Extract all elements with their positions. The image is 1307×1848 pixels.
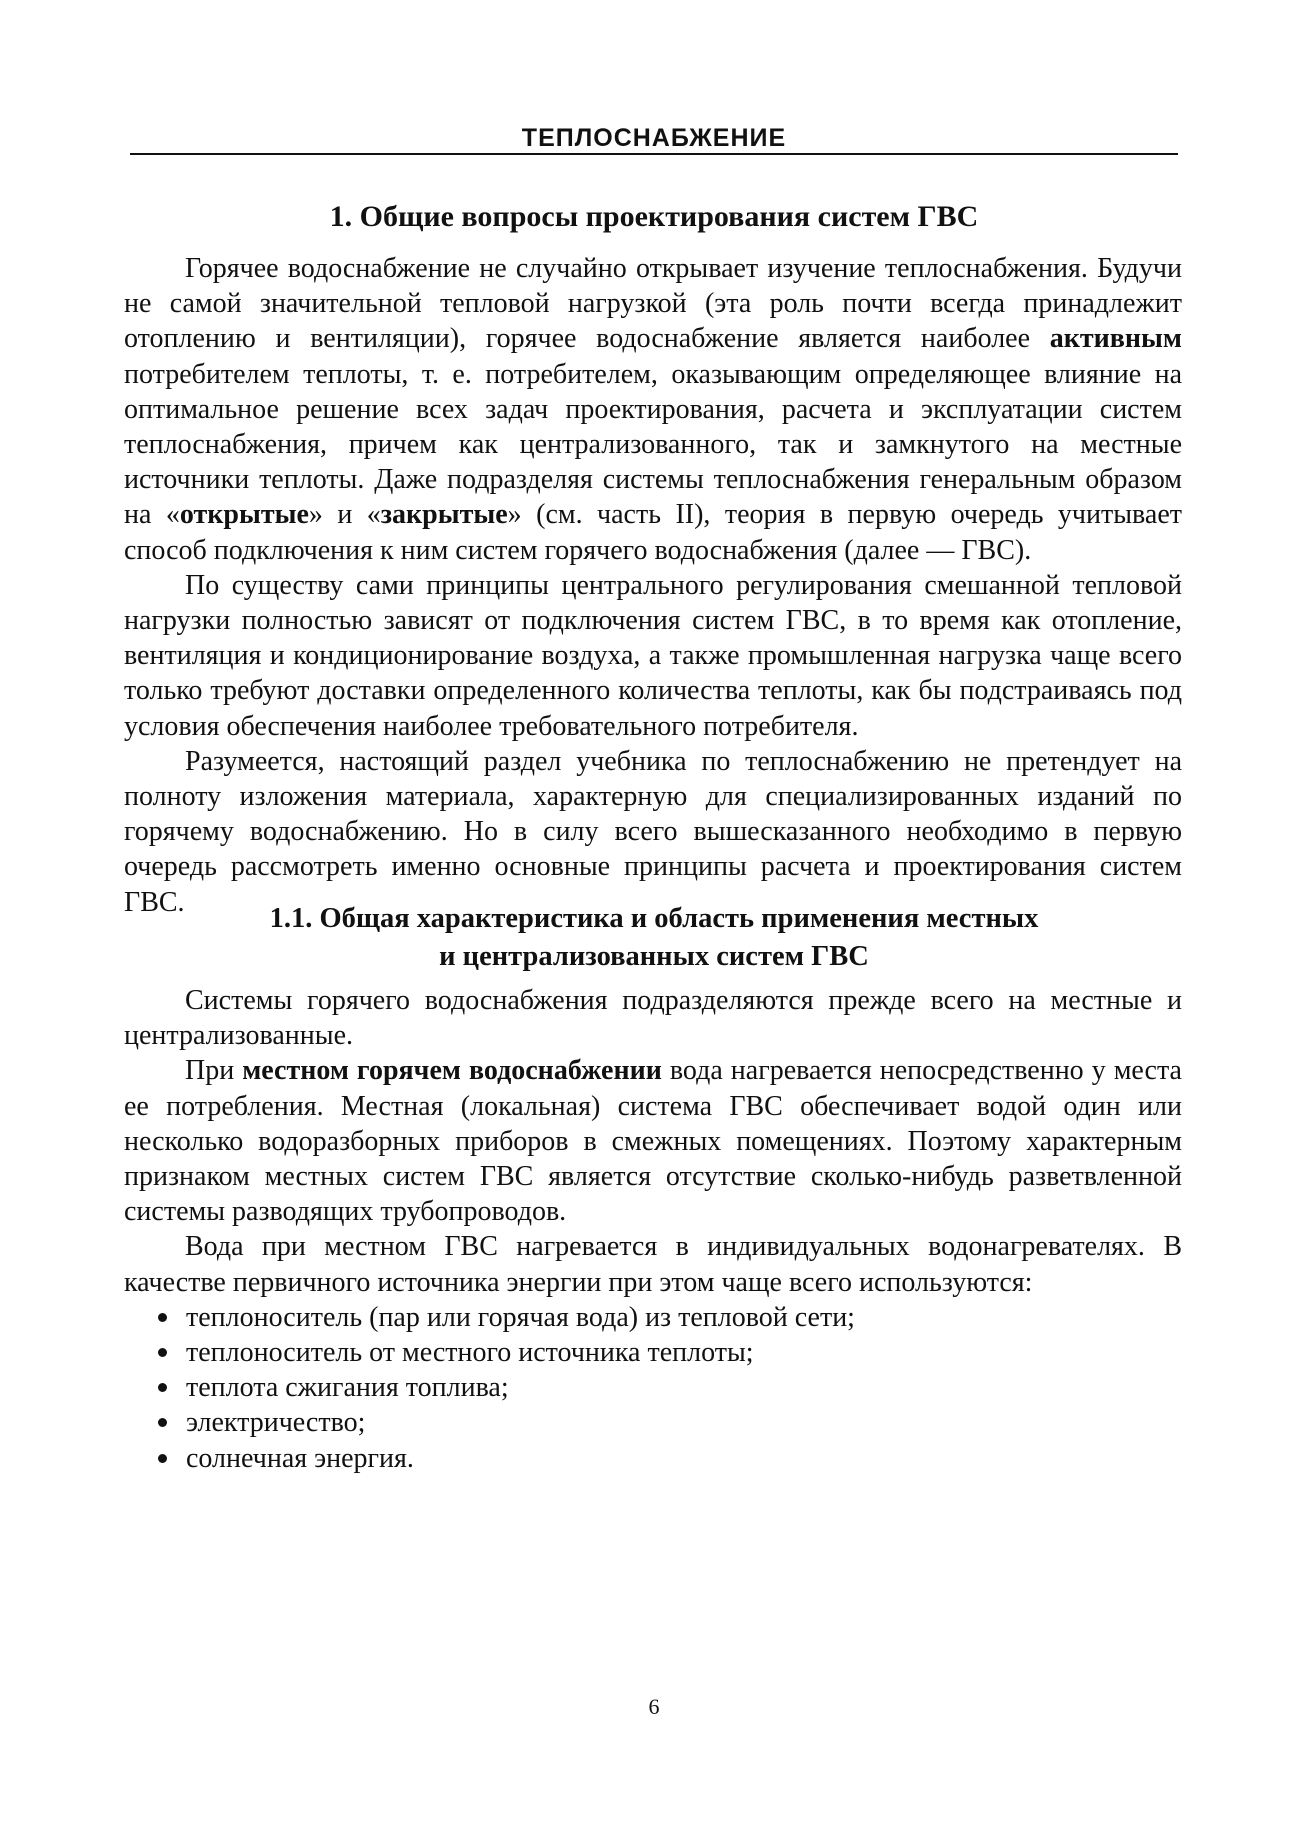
bullet-icon xyxy=(158,1348,167,1357)
header-rule xyxy=(130,153,1178,155)
bullet-icon xyxy=(158,1454,167,1463)
bold-term-open: открытые xyxy=(179,499,309,531)
section-paragraph-2: По существу сами принципы центрального регулирования смешанной тепловой нагрузки полностью зависят от подключения систем ГВС, в то время как отопление, вентиляция и кондиционирование воздуха, а также промышленная нагрузка чаще всего только требуют доставки определенного количества теплоты, как бы подстраиваясь под условия обеспечения наиболее требовательного потребителя. xyxy=(124,569,1182,742)
list-item-text: теплота сжигания топлива; xyxy=(186,1372,509,1404)
section-paragraph-1 xyxy=(124,251,1182,568)
subsection-paragraph-3: Вода при местном ГВС нагревается в индивидуальных водонагревателях. В качестве первичного источника энергии при этом чаще всего используются: xyxy=(124,1231,1182,1298)
text-run: Горячее водоснабжение не случайно открывает изучение теплоснабжения. Будучи не самой значительной тепловой нагрузкой (эта роль почти всегда принадлежит отоплению и вентиляции), горячее водоснабжение является наиболее xyxy=(124,253,1182,355)
list-item-text: электричество; xyxy=(186,1407,366,1439)
list-item xyxy=(124,1335,1182,1370)
bullet-icon xyxy=(158,1383,167,1392)
section-body xyxy=(124,251,1182,920)
subsection-title-line-1: 1.1. Общая характеристика и область применения местных xyxy=(269,903,1039,934)
list-item xyxy=(124,1300,1182,1335)
text-run: При xyxy=(185,1055,243,1087)
section-title: 1. Общие вопросы проектирования систем ГВС xyxy=(329,200,979,233)
list-item xyxy=(124,1441,1182,1476)
list-item xyxy=(124,1370,1182,1405)
page-number: 6 xyxy=(648,1694,660,1719)
text-run: » (см. часть II), теория в первую очередь учитывает способ подключения к ним систем горячего водоснабжения (далее — ГВС). xyxy=(124,499,1182,566)
subsection-title xyxy=(130,900,1178,976)
subsection-body xyxy=(124,983,1182,1476)
subsection-paragraph-1: Системы горячего водоснабжения подразделяются прежде всего на местные и централизованные. xyxy=(124,985,1182,1052)
bullet-icon xyxy=(158,1418,167,1427)
list-item-text: солнечная энергия. xyxy=(186,1442,414,1474)
running-header: ТЕПЛОСНАБЖЕНИЕ xyxy=(521,124,787,152)
bold-term-closed: закрытые xyxy=(380,499,508,531)
bullet-icon xyxy=(158,1313,167,1322)
bold-term-active: активным xyxy=(1049,323,1182,355)
list-item-text: теплоноситель от местного источника теплоты; xyxy=(186,1337,754,1369)
text-run: потребителем теплоты, т. е. потребителем, оказывающим определяющее влияние на оптимальное решение всех задач проектирования, расчета и эксплуатации систем теплоснабжения, причем как централизованного, так и замкнутого на местные источники теплоты. Даже подразделяя системы теплоснабжения генеральным образом на « xyxy=(124,358,1182,531)
subsection-paragraph-2 xyxy=(124,1053,1182,1229)
energy-source-list xyxy=(124,1300,1182,1476)
text-run: » и « xyxy=(308,499,381,531)
section-paragraph-3: Разумеется, настоящий раздел учебника по теплоснабжению не претендует на полноту изложения материала, характерную для специализированных изданий по горячему водоснабжению. Но в силу всего вышесказанного необходимо в первую очередь рассмотреть именно основные принципы расчета и проектирования систем ГВС. xyxy=(124,745,1182,918)
text-run: вода нагревается непосредственно у места ее потребления. Местная (локальная) система ГВС обеспечивает водой один или несколько водоразборных приборов в смежных помещениях. Поэтому характерным признаком местных систем ГВС является отсутствие сколько-нибудь разветвленной системы разводящих трубопроводов. xyxy=(124,1055,1182,1228)
subsection-title-line-2: и централизованных систем ГВС xyxy=(439,941,869,972)
list-item-text: теплоноситель (пар или горячая вода) из тепловой сети; xyxy=(186,1301,855,1333)
list-item xyxy=(124,1405,1182,1440)
bold-term-local-hot-water: местном горячем водоснабжении xyxy=(242,1055,662,1087)
